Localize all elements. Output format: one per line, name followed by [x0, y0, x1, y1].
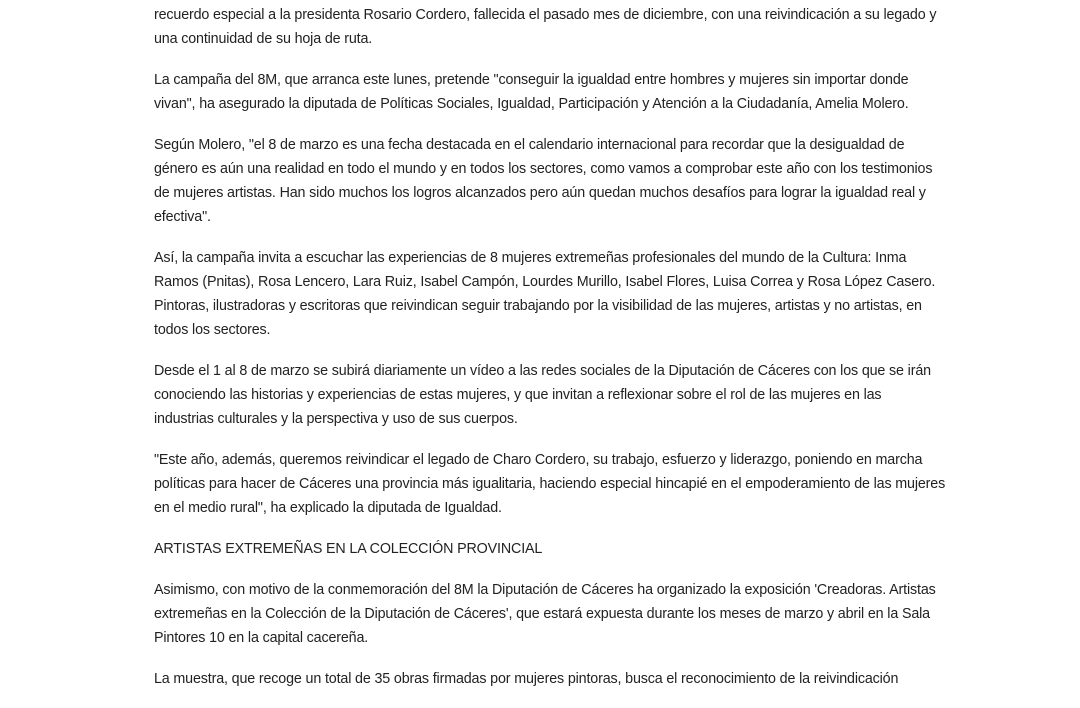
paragraph: [154, 448, 946, 520]
text-line: Pintoras, ilustradoras y escritoras que reivindican seguir trabajando por la visibilidad de las mujeres, artistas y no artistas, en: [154, 298, 922, 314]
text-line: en el medio rural", ha explicado la diputada de Igualdad.: [154, 500, 502, 516]
text-line: género es aún una realidad en todo el mundo y en todos los sectores, como vamos a comprobar este año con los testimonios: [154, 161, 933, 177]
text-line: La muestra, que recoge un total de 35 obras firmadas por mujeres pintoras, busca el reconocimiento de la reivindicación: [154, 671, 899, 687]
text-line: Así, la campaña invita a escuchar las experiencias de 8 mujeres extremeñas profesionales del mundo de la Cultura: Inma: [154, 250, 907, 266]
text-line: La campaña del 8M, que arranca este lunes, pretende "conseguir la igualdad entre hombres y mujeres sin importar donde: [154, 72, 909, 88]
text-line: Según Molero, "el 8 de marzo es una fecha destacada en el calendario internacional para recordar que la desigualdad de: [154, 137, 905, 153]
text-line: Desde el 1 al 8 de marzo se subirá diariamente un vídeo a las redes sociales de la Diputación de Cáceres con los que se irán: [154, 363, 931, 379]
text-line: conociendo las historias y experiencias de estas mujeres, y que invitan a reflexionar sobre el rol de las mujeres en las: [154, 387, 882, 403]
paragraph: [154, 68, 934, 116]
text-line: todos los sectores.: [154, 322, 271, 338]
text-line: Pintores 10 en la capital cacereña.: [154, 630, 369, 646]
paragraph: [154, 578, 934, 650]
text-line: industrias culturales y la perspectiva y uso de sus cuerpos.: [154, 411, 518, 427]
text-line: ARTISTAS EXTREMEÑAS EN LA COLECCIÓN PROVINCIAL: [154, 541, 543, 557]
text-line: "Este año, además, queremos reivindicar el legado de Charo Cordero, su trabajo, esfuerzo y liderazgo, poniendo en marcha: [154, 452, 923, 468]
text-line: efectiva".: [154, 209, 211, 225]
paragraph: [154, 133, 934, 229]
text-line: una continuidad de su hoja de ruta.: [154, 31, 373, 47]
text-line: extremeñas en la Colección de la Diputación de Cáceres', que estará expuesta durante los meses de marzo y abril en la Sala: [154, 606, 930, 622]
text-line: políticas para hacer de Cáceres una provincia más igualitaria, haciendo especial hincapié en el empoderamiento de las mujeres: [154, 476, 946, 492]
text-line: recuerdo especial a la presidenta Rosario Cordero, fallecida el pasado mes de diciembre, con una reivindicación a su legado y: [154, 7, 937, 23]
section-heading: [154, 537, 934, 561]
text-line: de mujeres artistas. Han sido muchos los logros alcanzados pero aún quedan muchos desafíos para lograr la igualdad real y: [154, 185, 926, 201]
document-page: [154, 3, 946, 708]
paragraph: [154, 667, 934, 691]
text-line: Ramos (Pnitas), Rosa Lencero, Lara Ruiz, Isabel Campón, Lourdes Murillo, Isabel Flores, Luisa Correa y Rosa López Casero.: [154, 274, 936, 290]
paragraph: [154, 359, 934, 431]
text-line: vivan", ha asegurado la diputada de Políticas Sociales, Igualdad, Participación y Atención a la Ciudadanía, Amelia Molero.: [154, 96, 909, 112]
paragraph: [154, 246, 934, 342]
paragraph: [154, 3, 937, 51]
text-line: Asimismo, con motivo de la conmemoración del 8M la Diputación de Cáceres ha organizado la exposición 'Creadoras. Artistas: [154, 582, 936, 598]
